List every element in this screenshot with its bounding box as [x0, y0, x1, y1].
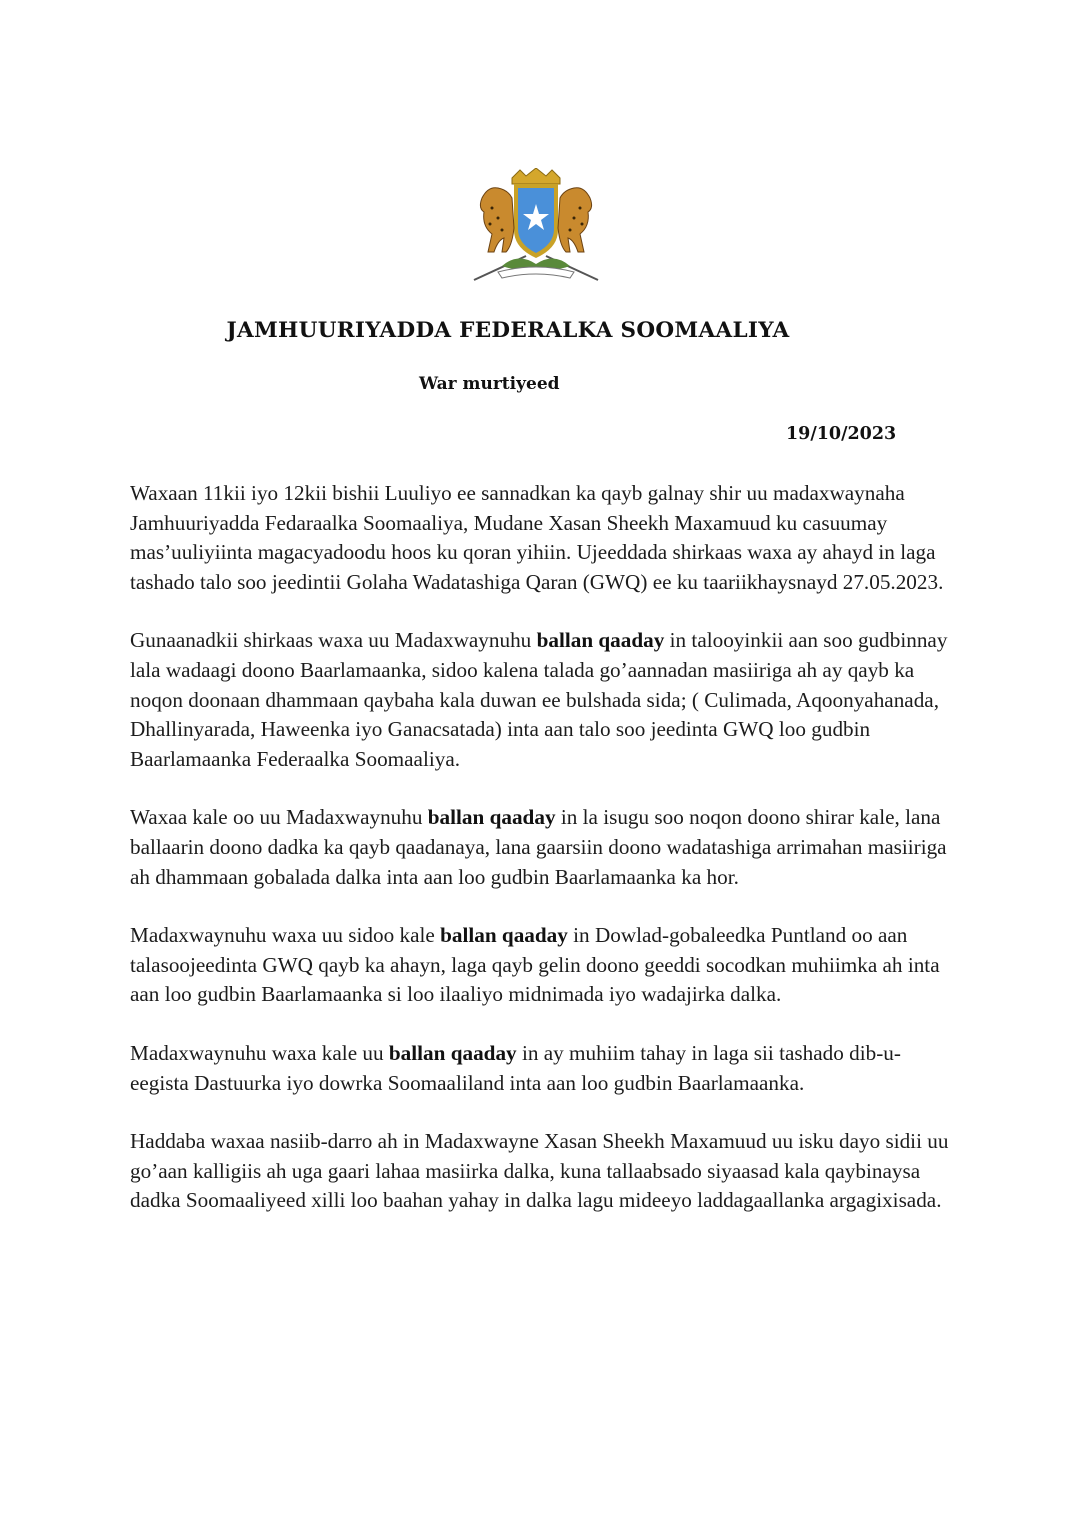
document-body	[130, 479, 958, 1245]
emphasis-text: ballan qaaday	[427, 805, 556, 830]
document-date: 19/10/2023	[786, 424, 897, 444]
paragraph-5: Madaxwaynuhu waxa kale uu ballan qaaday in ay muhiim tahay in laga sii tashado dib-u-eegista Dastuurka iyo dowrka Soomaaliland inta aan loo gudbin Baarlamaanka.	[130, 1040, 901, 1095]
paragraph-4: Madaxwaynuhu waxa uu sidoo kale ballan qaaday in Dowlad-gobaleedka Puntland oo aan talasoojeedinta GWQ qayb ka ahayn, laga qayb gelin doono geeddi socodkan muhiimka ah inta aan loo gudbin Baarlamaanka si loo ilaaliyo midnimada iyo wadajirka dalka.	[130, 923, 940, 1007]
paragraph-1: Waxaan 11kii iyo 12kii bishii Luuliyo ee sannadkan ka qayb galnay shir uu madaxwaynaha Jamhuuriyadda Fedaraalka Soomaaliya, Mudane Xasan Sheekh Maxamuud ku casuumay mas’uuliyiinta magacyadoodu hoos ku qoran yihiin. Ujeeddada shirkaas waxa ay ahayd in laga tashado talo soo jeedintii Golaha Wadatashiga Qaran (GWQ) ee ku taariikhaysnayd 27.05.2023.	[130, 481, 944, 594]
emphasis-text: ballan qaaday	[388, 1040, 517, 1065]
document-subtitle: War murtiyeed	[419, 374, 560, 394]
paragraph-2: Gunaanadkii shirkaas waxa uu Madaxwaynuhu ballan qaaday in talooyinkii aan soo gudbinnay lala wadaagi doono Baarlamaanka, sidoo kalena talada go’aannadan masiiriga ah ay qayb ka noqon doonaan dhammaan qaybaha kala duwan ee bulshada sida; ( Culimada, Aqoonyahanada, Dhallinyarada, Haweenka iyo Ganacsatada) inta aan talo soo jeedinta GWQ loo gudbin Baarlamaanka Federaalka Soomaaliya.	[130, 628, 948, 771]
paragraph-6: Haddaba waxaa nasiib-darro ah in Madaxwayne Xasan Sheekh Maxamuud uu isku dayo sidii uu go’aan kalligiis ah uga gaari lahaa masiirka dalka, kuna tallaabsado siyaasad kala qaybinaysa dadka Soomaaliyeed xilli loo baahan yahay in dalka lagu mideeyo laddagaallanka argagixisada.	[130, 1129, 949, 1213]
document-title: JAMHUURIYADDA FEDERALKA SOOMAALIYA	[226, 318, 790, 343]
paragraph-3: Waxaa kale oo uu Madaxwaynuhu ballan qaaday in la isugu soo noqon doono shirar kale, lana ballaarin doono dadka ka qayb qaadanaya, lana gaarsiin doono wadatashiga arrimahan masiiriga ah dhammaan gobalada dalka inta aan loo gudbin Baarlamaanka ka hor.	[130, 805, 947, 889]
coat-of-arms-icon	[468, 168, 604, 286]
emphasis-text: ballan qaaday	[440, 923, 568, 948]
emphasis-text: ballan qaaday	[536, 628, 665, 653]
